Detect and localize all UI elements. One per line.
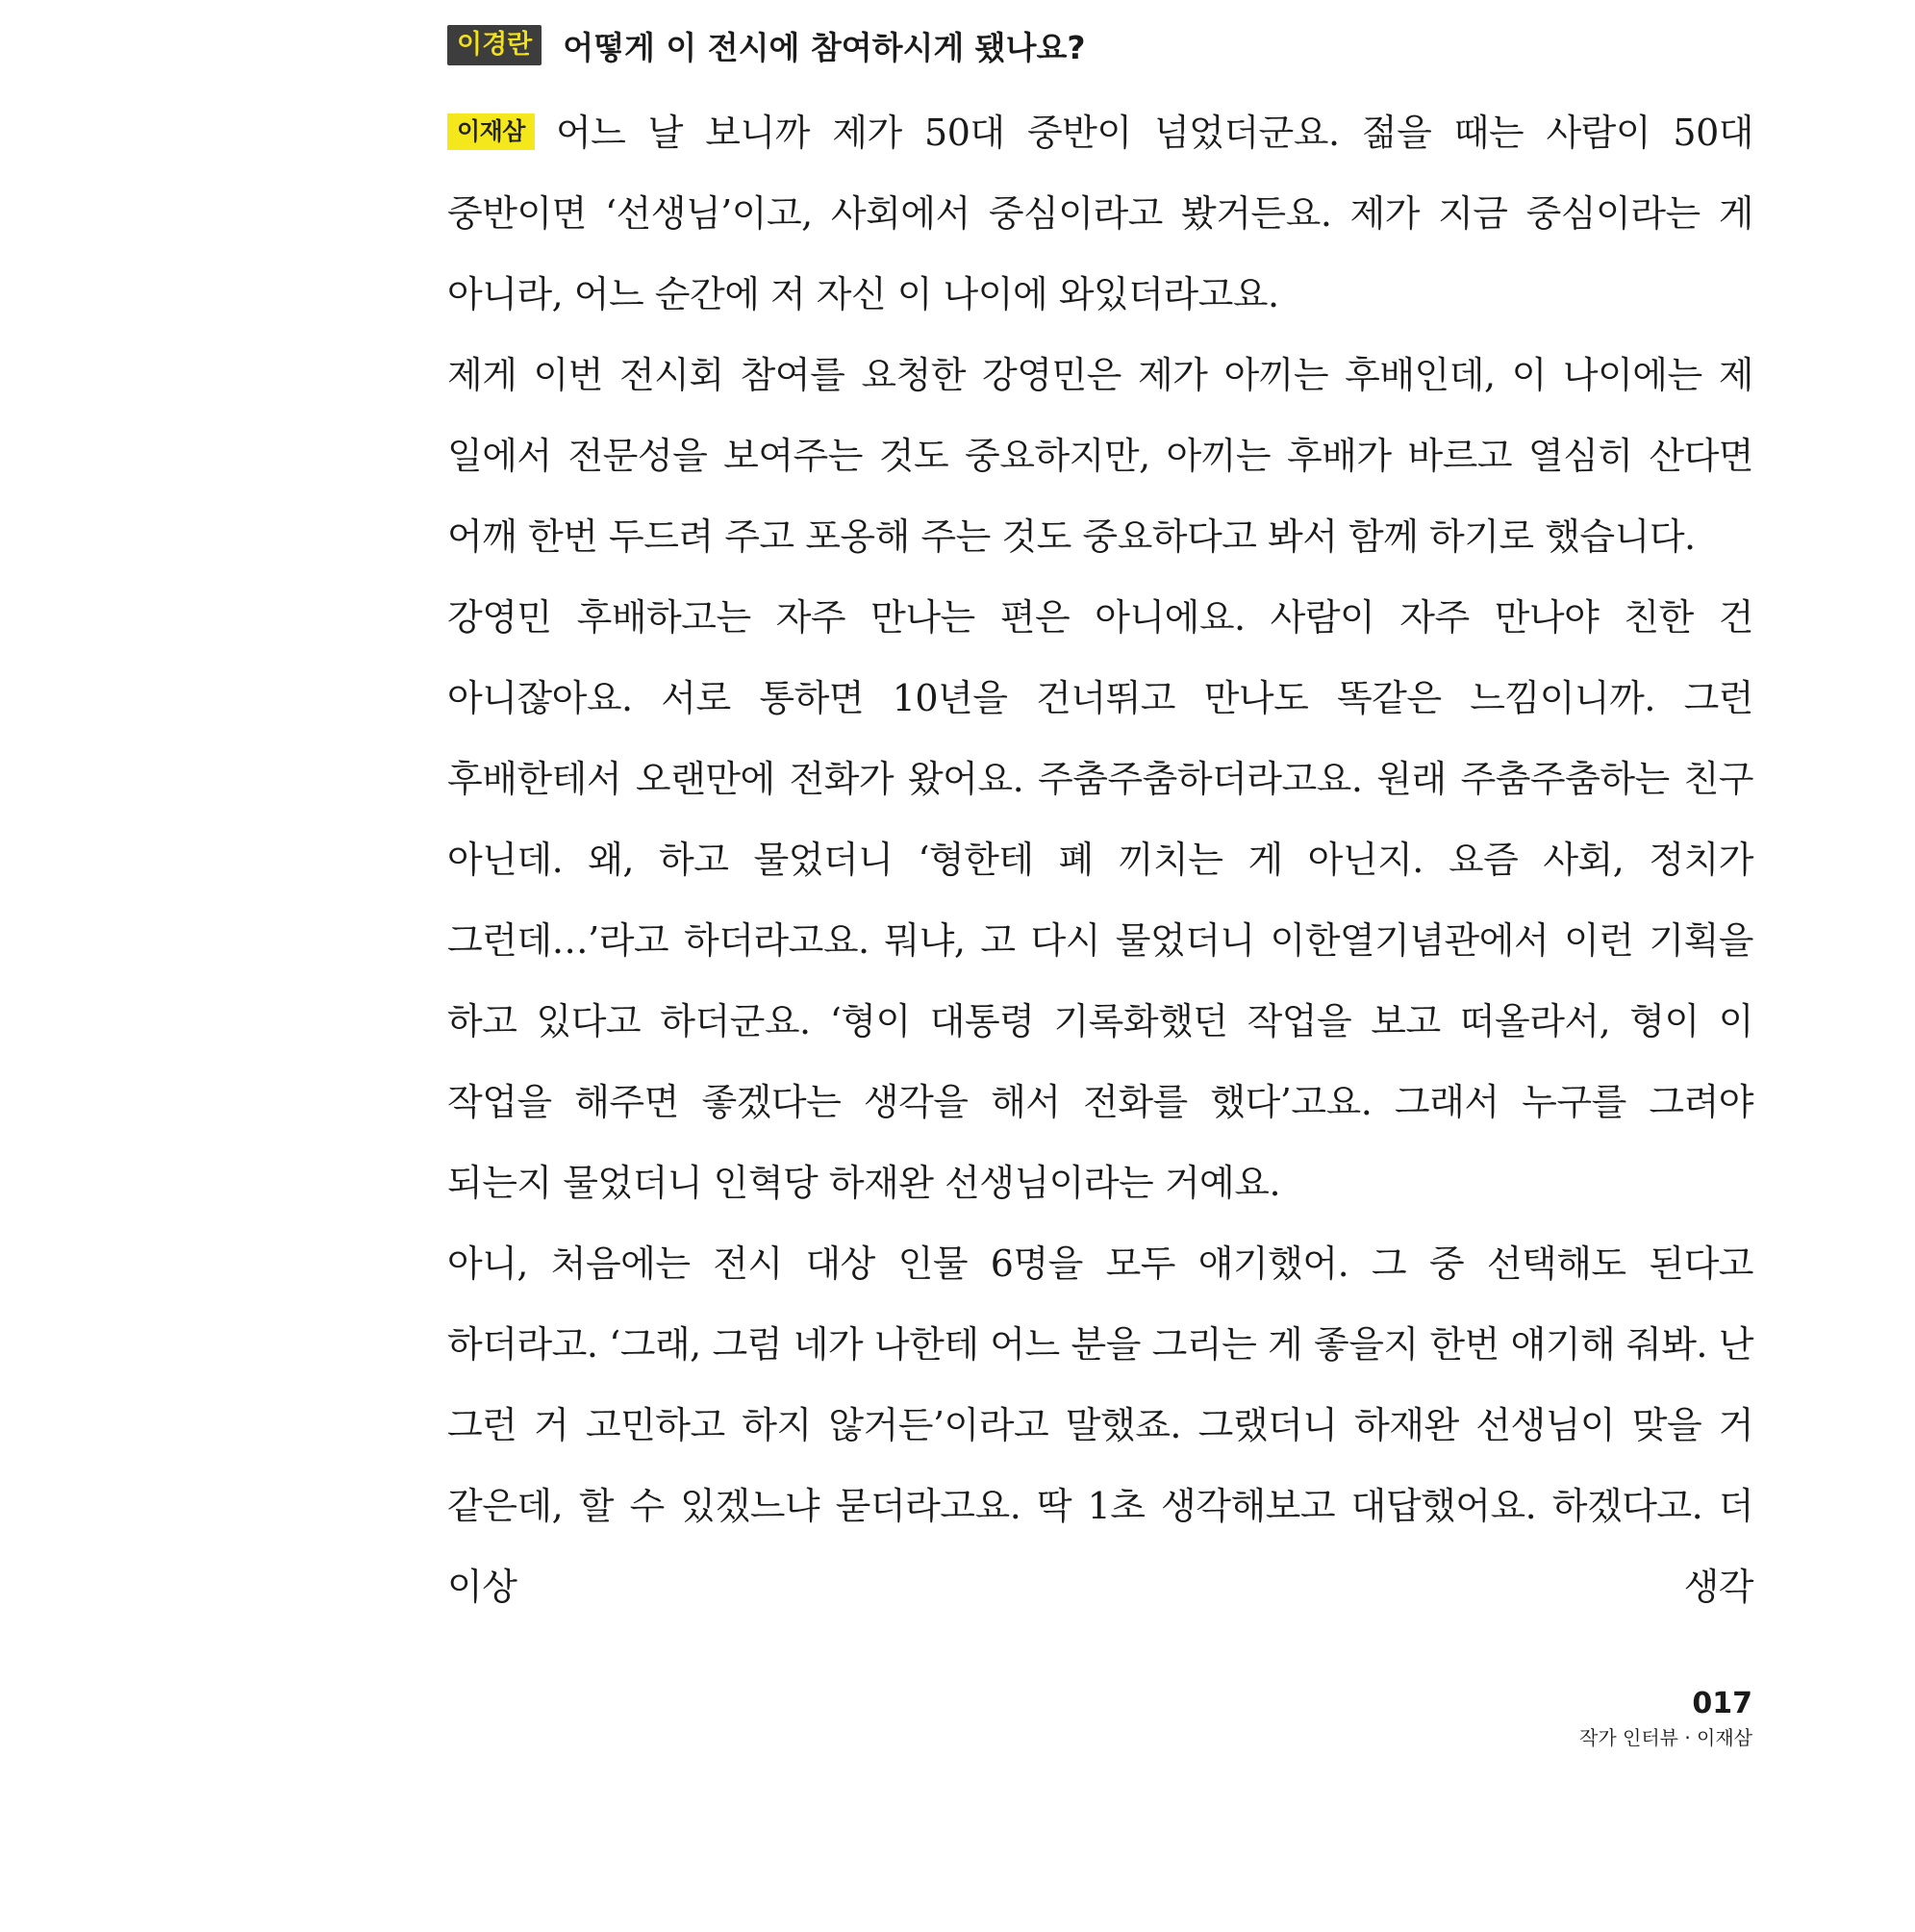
interviewer-name-tag: 이경란: [447, 25, 542, 65]
question-text: 어떻게 이 전시에 참여하시게 됐나요?: [563, 28, 1086, 66]
paragraph-text: 강영민 후배하고는 자주 만나는 편은 아니에요. 사람이 자주 만나야 친한 건 아니잖아요. 서로 통하면 10년을 건너뛰고 만나도 똑같은 느낌이니까. 그런 후배한테서 오랜만에 전화가 왔어요. 주춤주춤하더라고요. 원래 주춤주춤하는 친구 아닌데. 왜, 하고 물었더니 ‘형한테 폐 끼치는 게 아닌지. 요즘 사회, 정치가 그런데…’라고 하더라고요. 뭐냐, 고 다시 물었더니 이한열기념관에서 이런 기획을 하고 있다고 하더군요. ‘형이 대통령 기록화했던 작업을 보고 떠올라서, 형이 이 작업을 해주면 좋겠다는 생각을 해서 전화를 했다’고요. 그래서 누구를 그려야 되는지 물었더니 인혁당 하재완 선생님이라는 거예요.: [447, 596, 1753, 1204]
running-title: 작가 인터뷰 · 이재삼: [1579, 1726, 1752, 1749]
paragraph-text: 제게 이번 전시회 참여를 요청한 강영민은 제가 아끼는 후배인데, 이 나이에는 제 일에서 전문성을 보여주는 것도 중요하지만, 아끼는 후배가 바르고 열심히 산다면 어깨 한번 두드려 주고 포옹해 주는 것도 중요하다고 봐서 함께 하기로 했습니다.: [447, 354, 1753, 558]
page-number: 017: [1692, 1687, 1752, 1720]
speaker-name-tag: 이재삼: [447, 113, 535, 150]
interview-question: [447, 21, 1755, 69]
interview-answer: [447, 92, 1753, 1627]
page-footer: [1579, 1687, 1752, 1752]
answer-paragraph-1: [447, 92, 1753, 335]
paragraph-text: 어느 날 보니까 제가 50대 중반이 넘었더군요. 젊을 때는 사람이 50대 중반이면 ‘선생님’이고, 사회에서 중심이라고 봤거든요. 제가 지금 중심이라는 게 아니라, 어느 순간에 저 자신 이 나이에 와있더라고요.: [447, 112, 1753, 315]
paragraph-text: 아니, 처음에는 전시 대상 인물 6명을 모두 얘기했어. 그 중 선택해도 된다고 하더라고. ‘그래, 그럼 네가 나한테 어느 분을 그리는 게 좋을지 한번 얘기해 줘봐. 난 그런 거 고민하고 하지 않거든’이라고 말했죠. 그랬더니 하재완 선생님이 맞을 거 같은데, 할 수 있겠느냐 묻더라고요. 딱 1초 생각해보고 대답했어요. 하겠다고. 더 이상 생각: [447, 1242, 1753, 1608]
answer-paragraph-2: [447, 335, 1753, 577]
answer-paragraph-4: [447, 1223, 1753, 1627]
answer-paragraph-3: [447, 577, 1753, 1223]
